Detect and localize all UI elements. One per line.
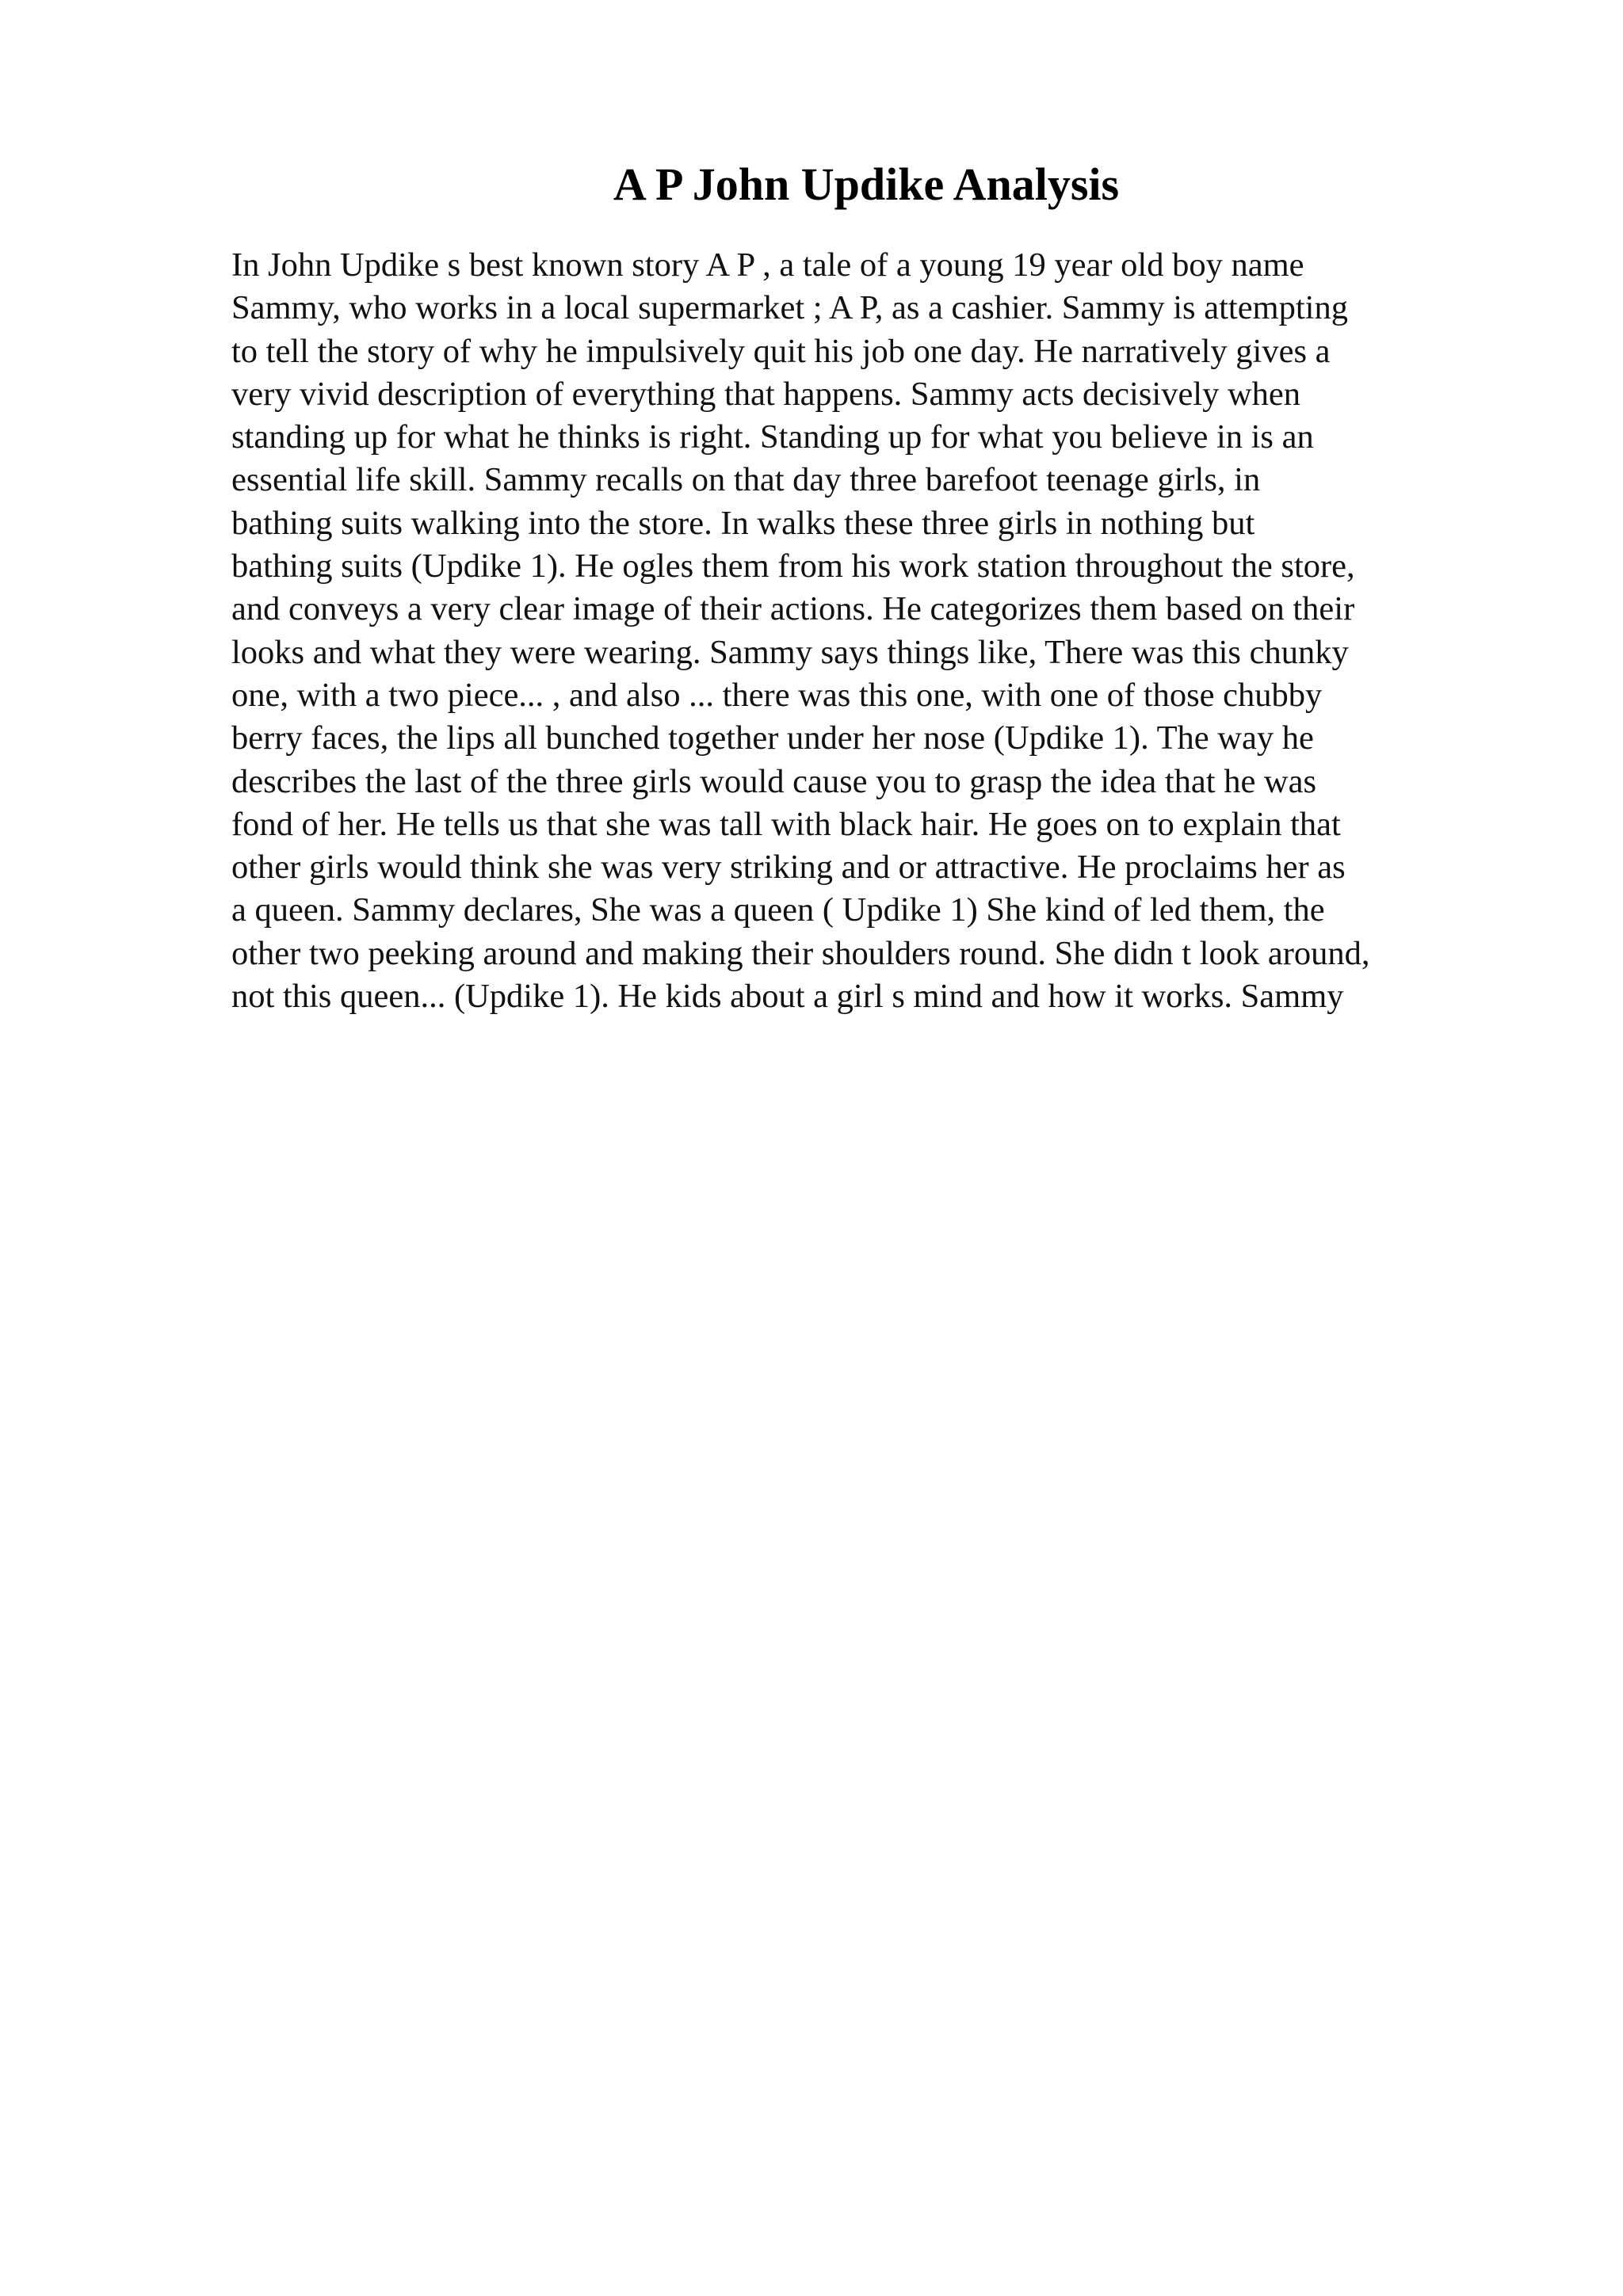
body-line: berry faces, the lips all bunched together under her nose (Updike 1). The way he [231,719,1314,757]
body-line: and conveys a very clear image of their actions. He categorizes them based on their [231,590,1355,628]
body-line: describes the last of the three girls would cause you to grasp the idea that he was [231,762,1317,800]
body-line: bathing suits walking into the store. In walks these three girls in nothing but [231,504,1255,542]
body-line: very vivid description of everything that happens. Sammy acts decisively when [231,375,1301,413]
document-body [231,244,1484,1018]
body-line: looks and what they were wearing. Sammy says things like, There was this chunky [231,633,1349,671]
body-line: one, with a two piece... , and also ... there was this one, with one of those chubby [231,676,1323,714]
body-line: essential life skill. Sammy recalls on that day three barefoot teenage girls, in [231,461,1261,499]
body-line: fond of her. He tells us that she was tall with black hair. He goes on to explain that [231,805,1341,843]
body-line: a queen. Sammy declares, She was a queen ( Updike 1) She kind of led them, the [231,891,1325,929]
body-line: to tell the story of why he impulsively quit his job one day. He narratively gives a [231,332,1331,370]
document-title: A P John Updike Analysis [613,158,1120,210]
body-line: In John Updike s best known story A P , a tale of a young 19 year old boy name [231,246,1304,284]
body-line: other girls would think she was very striking and or attractive. He proclaims her as [231,849,1346,887]
body-line: Sammy, who works in a local supermarket ; A P, as a cashier. Sammy is attempting [231,289,1348,327]
body-line: other two peeking around and making their shoulders round. She didn t look around, [231,934,1370,972]
body-line: standing up for what he thinks is right. Standing up for what you believe in is an [231,418,1314,456]
body-line: bathing suits (Updike 1). He ogles them from his work station throughout the store, [231,547,1355,585]
body-line: not this queen... (Updike 1). He kids about a girl s mind and how it works. Sammy [231,978,1344,1016]
